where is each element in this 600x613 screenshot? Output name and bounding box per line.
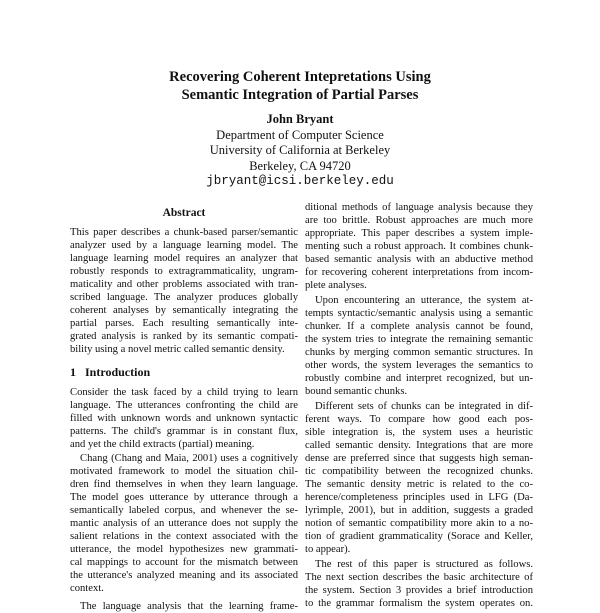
title-line: Recovering Coherent Intepretations Using <box>169 69 431 85</box>
text-line: dren find themselves in when they learn language. <box>70 479 298 490</box>
text-line: cal mappings to account for the mismatch between <box>70 557 298 568</box>
paragraph <box>305 294 533 398</box>
text-line: for recovering coherent interpretations from incom- <box>305 267 533 278</box>
text-line: ditional methods of language analysis because they <box>305 202 533 213</box>
text-line: herence/completeness principles used in LFG (Da- <box>305 492 533 503</box>
text-line: language learning model requires an analyzer that <box>70 253 298 264</box>
text-line: The language analysis that the learning frame- <box>80 601 298 612</box>
author-dept: Department of Computer Science <box>216 127 384 142</box>
paragraph <box>70 600 298 613</box>
text-line: The next section describes the basic architecture of <box>305 572 533 583</box>
text-line: maticality and other problems associated with tran- <box>70 279 298 290</box>
text-line: ferent ways. To compare how good each pos- <box>305 414 533 425</box>
text-line: notion of semantic compatibility more akin to a no- <box>305 518 533 529</box>
text-line: Upon encountering an utterance, the system at- <box>315 295 533 306</box>
text-line: partial parses. Each resulting semantically inte- <box>70 318 298 329</box>
text-line: semantically labeled corpus, and whenever the se- <box>70 505 298 516</box>
text-line: motivated framework to model the situation chil- <box>70 466 298 477</box>
text-line: The rest of this paper is structured as follows. <box>315 559 533 570</box>
text-line: mantic analysis of an utterance does not supply the <box>70 518 298 529</box>
section-heading <box>70 366 298 379</box>
text-line: sible integration is, the system uses a heuristic <box>305 427 533 438</box>
text-line: the system tries to integrate the remaining semantic <box>305 334 533 345</box>
text-line: robustly responds to extragrammaticality, ungram- <box>70 266 298 277</box>
text-line: are too brittle. Robust approaches are much more <box>305 215 533 226</box>
paragraph <box>70 386 298 451</box>
text-line: called semantic density. Integrations that are more <box>305 440 533 451</box>
text-line: bility using a novel metric called semantic density. <box>70 344 285 355</box>
text-line: menting such a robust approach. It combines chunk- <box>305 241 533 252</box>
text-line: utterance, the model hypothesizes new grammati- <box>70 544 298 555</box>
text-line: chunker. If a complete analysis cannot be found, <box>305 321 533 332</box>
paragraph <box>70 452 298 595</box>
title-line: Semantic Integration of Partial Parses <box>181 87 419 103</box>
text-line: scribed language. The analyzer produces globally <box>70 292 298 303</box>
abstract-heading: Abstract <box>162 207 206 219</box>
paragraph <box>305 201 533 292</box>
paragraph <box>305 400 533 556</box>
text-line: filled with unknown words and unknown syntactic <box>70 413 298 424</box>
author-name: John Bryant <box>266 112 334 126</box>
text-line: and yet the child extracts (partial) meaning. <box>70 439 255 450</box>
text-line: tion of gradient grammaticality (Sorace and Keller, <box>305 531 533 542</box>
right-column <box>305 201 533 610</box>
text-line: grated analysis is ranked by its semantic compati- <box>70 331 298 342</box>
text-line: tempts syntactic/semantic analysis using a semantic <box>305 308 533 319</box>
author-address: Berkeley, CA 94720 <box>249 158 351 173</box>
text-line: other words, the system leverages the semantics to <box>305 360 533 371</box>
text-line: Consider the task faced by a child trying to learn <box>70 387 298 398</box>
author-email: jbryant@icsi.berkeley.edu <box>206 174 394 188</box>
text-line: context. <box>70 583 104 594</box>
text-line: to appear). <box>305 544 351 555</box>
text-line: Chang (Chang and Maia, 2001) uses a cognitively <box>80 453 298 464</box>
text-line: coherent analyses by semantically integrating the <box>70 305 298 316</box>
text-line: Different sets of chunks can be integrated in dif- <box>315 401 533 412</box>
text-line: plete analyses. <box>305 280 367 291</box>
section-title: Introduction <box>85 365 151 379</box>
text-line: patterns. The child's grammar is in constant flux, <box>70 426 298 437</box>
text-line: The model goes utterance by utterance through a <box>70 492 298 503</box>
paragraph <box>305 558 533 610</box>
text-line: The semantic density metric is related to the co- <box>305 479 533 490</box>
paper-title <box>0 68 600 104</box>
text-line: tic compatibility between the recognized chunks. <box>305 466 533 477</box>
abstract-text <box>70 226 298 356</box>
text-line: the system. Section 3 provides a brief introduction <box>305 585 533 596</box>
section-number: 1 <box>70 365 76 379</box>
text-line: appropriate. This paper describes a system imple- <box>305 228 533 239</box>
text-line: chunks by merging common semantic structures. In <box>305 347 533 358</box>
text-line: language. The utterances confronting the child are <box>70 400 298 411</box>
text-line: This paper describes a chunk-based parser/semantic <box>70 227 298 238</box>
text-line: lyrimple, 2001), but in addition, suggests a graded <box>305 505 533 516</box>
author-block <box>0 112 600 190</box>
text-line: the utterance's analyzed meaning and its associated <box>70 570 298 581</box>
text-line: to the grammar formalism the system operates on. <box>305 598 533 609</box>
text-line: dense are preferred since that suggests high seman- <box>305 453 533 464</box>
text-line: based semantic analysis with an abductive method <box>305 254 533 265</box>
text-line: robustly combine and interpret recognized, but un- <box>305 373 533 384</box>
author-univ: University of California at Berkeley <box>209 143 391 157</box>
text-line: bound semantic chunks. <box>305 386 408 397</box>
left-column <box>70 207 298 613</box>
text-line: analyzer used by a language learning model. The <box>70 240 298 251</box>
text-line: salient relations in the context associated with the <box>70 531 298 542</box>
